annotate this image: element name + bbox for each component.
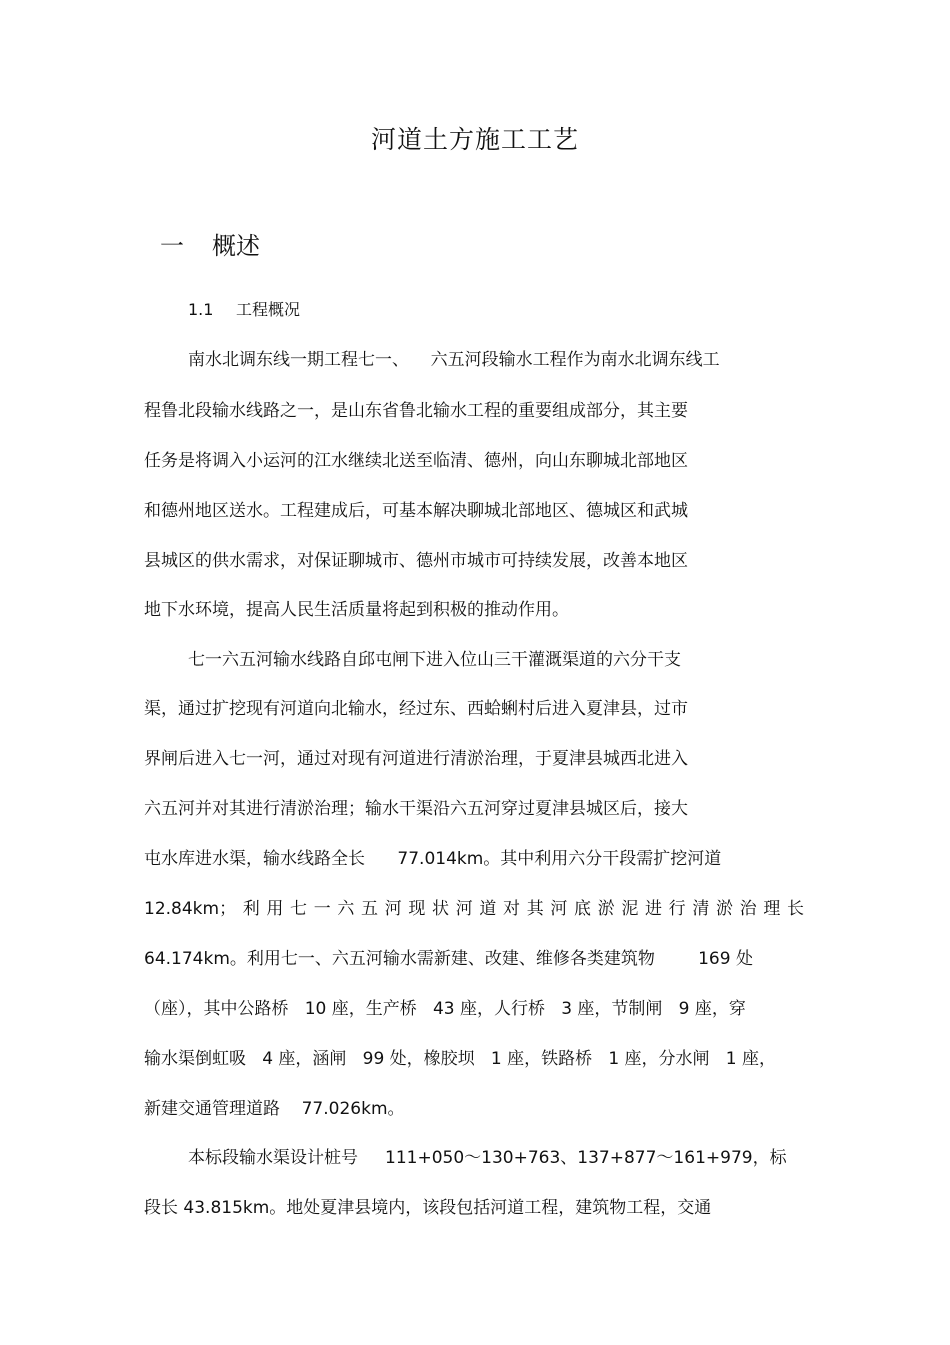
paragraph-line: 本标段输水渠设计桩号 111+050～130+763、137+877～161+979，标: [188, 1148, 787, 1168]
paragraph-line: 南水北调东线一期工程七一、 六五河段输水工程作为南水北调东线工: [188, 350, 720, 370]
section-number: 一: [160, 232, 184, 260]
paragraph-line: 渠，通过扩挖现有河道向北输水，经过东、西蛤蜊村后进入夏津县，过市: [144, 699, 688, 719]
document-title: 河道土方施工工艺: [370, 125, 579, 154]
paragraph-line: 和德州地区送水。工程建成后，可基本解决聊城北部地区、德城区和武城: [144, 501, 688, 521]
paragraph-line: 地下水环境，提高人民生活质量将起到积极的推动作用。: [144, 600, 569, 620]
paragraph-line: 段长 43.815km。地处夏津县境内，该段包括河道工程，建筑物工程，交通: [144, 1198, 712, 1218]
section-heading: [160, 226, 260, 261]
paragraph-line: 12.84km；利用七一六五河现状河道对其河底淤泥进行清淤治理长: [144, 899, 804, 919]
paragraph-line: （座），其中公路桥 10 座，生产桥 43 座，人行桥 3 座，节制闸 9 座，穿: [144, 999, 746, 1019]
subsection-number: 1.1: [188, 300, 214, 319]
paragraph-line: 程鲁北段输水线路之一，是山东省鲁北输水工程的重要组成部分，其主要: [144, 401, 688, 421]
paragraph-line: 任务是将调入小运河的江水继续北送至临清、德州，向山东聊城北部地区: [144, 451, 688, 471]
subsection-heading: [188, 297, 300, 320]
paragraph-line: 七一六五河输水线路自邱屯闸下进入位山三干灌溉渠道的六分干支: [188, 650, 681, 670]
paragraph-line: 六五河并对其进行清淤治理；输水干渠沿六五河穿过夏津县城区后，接大: [144, 799, 688, 819]
paragraph-line: 屯水库进水渠，输水线路全长 77.014km。其中利用六分干段需扩挖河道: [144, 849, 722, 869]
paragraph-line: 界闸后进入七一河，通过对现有河道进行清淤治理，于夏津县城西北进入: [144, 749, 688, 769]
subsection-title: 工程概况: [236, 300, 301, 319]
paragraph-line: 64.174km。利用七一、六五河输水需新建、改建、维修各类建筑物 169 处: [144, 949, 753, 969]
paragraph-line: 县城区的供水需求，对保证聊城市、德州市城市可持续发展，改善本地区: [144, 551, 688, 571]
paragraph-line: 新建交通管理道路 77.026km。: [144, 1099, 405, 1119]
section-title: 概述: [212, 232, 260, 260]
paragraph-line: 输水渠倒虹吸 4 座，涵闸 99 处，橡胶坝 1 座，铁路桥 1 座，分水闸 1 座，: [144, 1049, 776, 1069]
